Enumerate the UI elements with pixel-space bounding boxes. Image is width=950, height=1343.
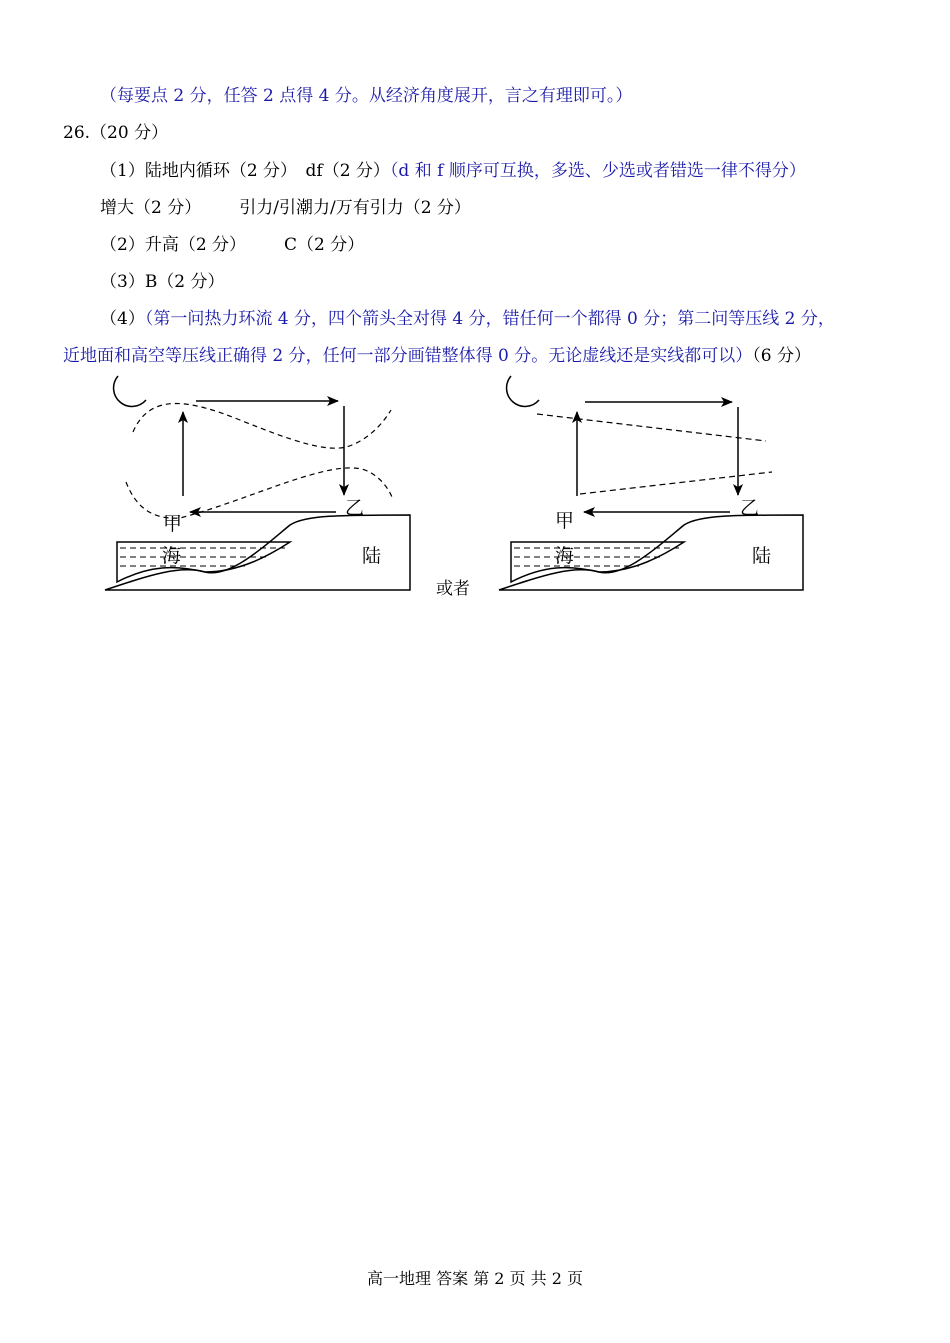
answer-2 — [100, 233, 364, 257]
label-yi: 乙 — [740, 497, 760, 519]
moon-icon — [507, 376, 539, 406]
answer-1-note: （d 和 f 顺序可互换，多选、少选或者错选一律不得分） — [389, 161, 806, 181]
answer-1-text: （1）陆地内循环（2 分） df（2 分） — [100, 161, 390, 181]
answer-2a-text: （2）升高（2 分） — [100, 235, 247, 255]
answer-2b-text: C（2 分） — [284, 235, 365, 255]
scoring-note: （每要点 2 分，任答 2 点得 4 分。从经济角度展开，言之有理即可。） — [100, 86, 633, 106]
label-land: 陆 — [752, 545, 772, 567]
answer-4-label: （4） — [100, 309, 145, 329]
answer-4-line2 — [63, 344, 811, 368]
label-jia: 甲 — [555, 510, 575, 532]
upper-isobar — [537, 414, 766, 441]
answer-4-note-1: （第一问热力环流 4 分，四个箭头全对得 4 分，错任何一个都得 0 分；第二问等压线 2 分， — [144, 309, 835, 329]
question-number: 26.（20 分） — [63, 123, 169, 143]
label-jia: 甲 — [163, 513, 183, 535]
label-land: 陆 — [362, 545, 382, 567]
answer-1c-text: 引力/引潮力/万有引力（2 分） — [239, 198, 471, 218]
answer-1-part-a — [100, 159, 806, 183]
answer-1-part-b — [100, 196, 471, 220]
or-text: 或者 — [436, 579, 470, 599]
label-yi: 乙 — [345, 497, 365, 519]
page-footer: 高一地理 答案 第 2 页 共 2 页 — [367, 1269, 583, 1288]
upper-isobar — [133, 403, 391, 448]
diagram-left — [100, 370, 420, 598]
answer-1b-text: 增大（2 分） — [100, 198, 202, 218]
lower-isobar — [580, 472, 772, 494]
answer-3: （3）B（2 分） — [100, 272, 225, 292]
answer-4-line1 — [100, 307, 835, 331]
diagram-right — [495, 370, 815, 598]
moon-icon — [114, 376, 146, 406]
label-sea: 海 — [555, 545, 575, 567]
answer-4-note-2: 近地面和高空等压线正确得 2 分，任何一部分画错整体得 0 分。无论虚线还是实线都可以） — [63, 346, 753, 366]
answer-4-points: （6 分） — [752, 346, 811, 366]
label-sea: 海 — [162, 545, 182, 567]
